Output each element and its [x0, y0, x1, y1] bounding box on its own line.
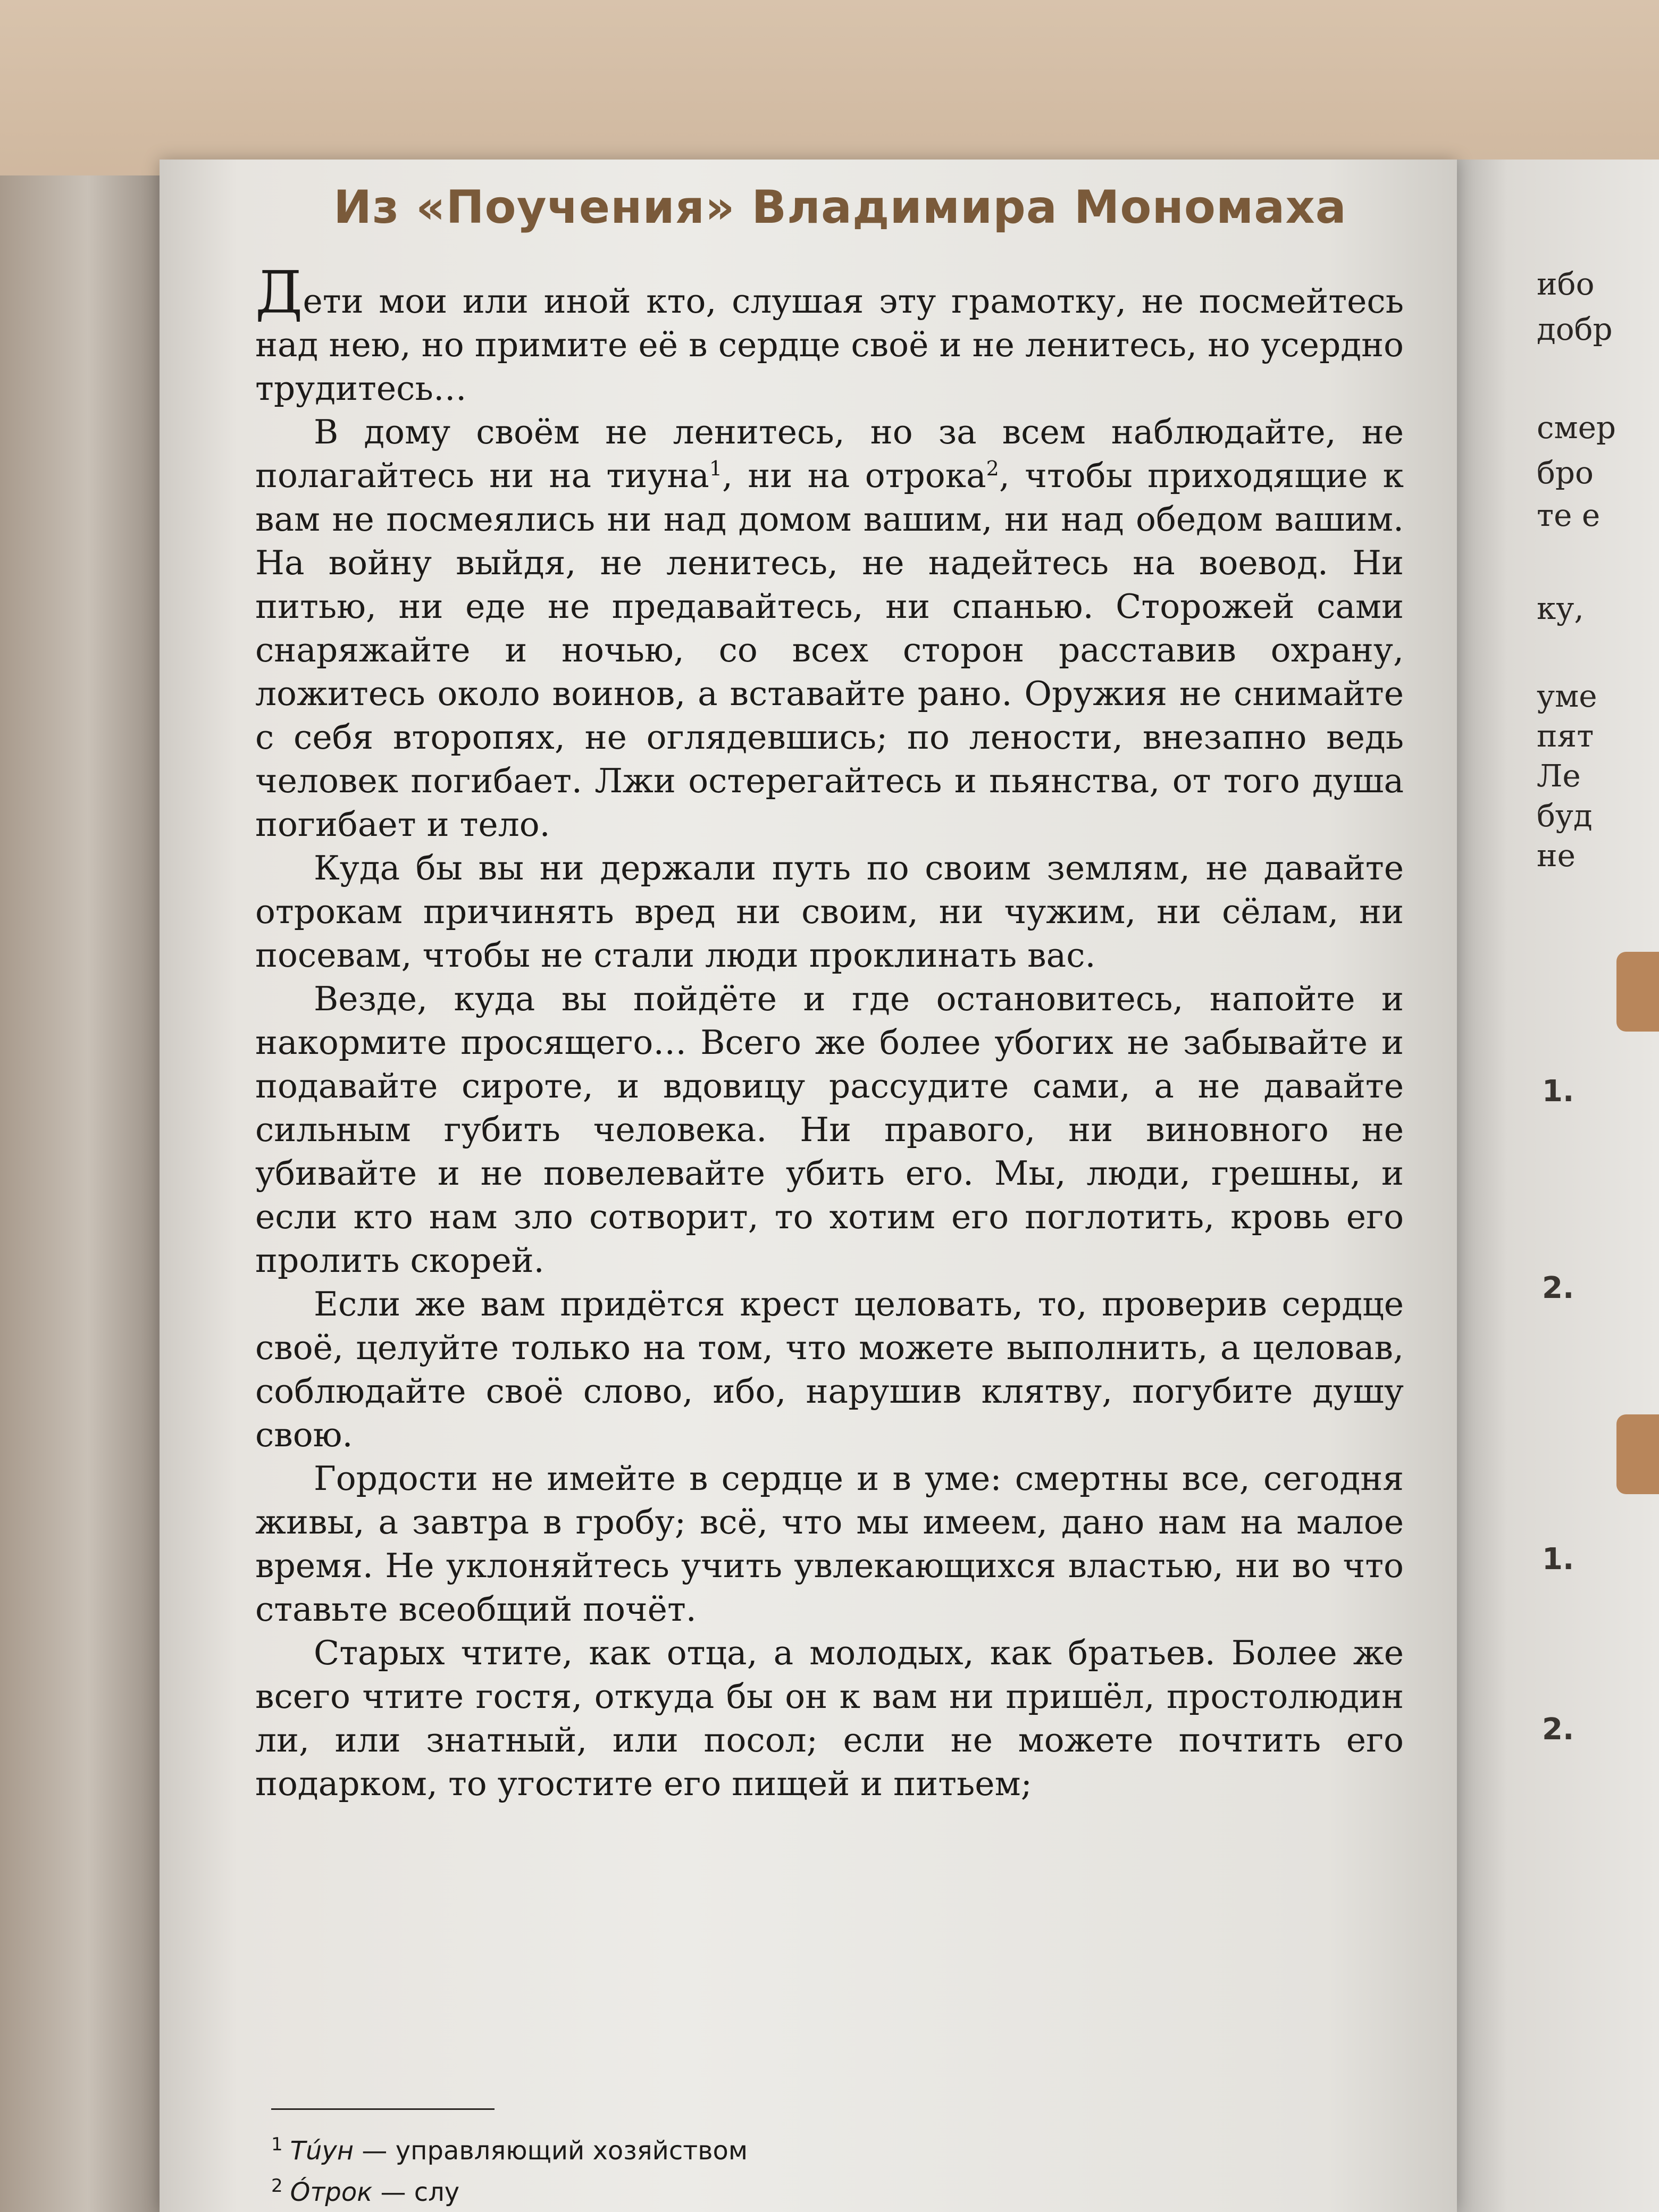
paragraph: Старых чтите, как отца, а молодых, как братьев. Более же всего чтите гостя, откуда бы он к вам ни пришёл, простолюдин ли, или знатный, или посол; если не можете почтить его подарком, то угостите его пищей и питьем;: [255, 1633, 1404, 1803]
right-page-fragment: те е: [1537, 497, 1601, 533]
right-page-fragment: добр: [1537, 311, 1613, 347]
footnote-ref: 2: [986, 457, 999, 480]
footnote: [271, 2168, 962, 2210]
paragraph-text: , чтобы приходящие к вам не посмеялись ни над домом вашим, ни над обедом вашим. На войну выйдя, не ленитесь, не надейтесь на воевод. Ни питью, ни еде не предавайтесь, ни спанью. Сторожей сами снаряжайте и ночью, со всех сторон расставив охрану, ложитесь около воинов, а вставайте рано. Оружия не снимайте с себя второпях, не оглядевшись; по лености, внезапно ведь человек погибает. Лжи остерегайтесь и пьянства, от того душа погибает и тело.: [255, 456, 1404, 844]
right-page-fragment: буд: [1537, 798, 1593, 834]
book-page: [160, 160, 1457, 2212]
right-page-fragment: ибо: [1537, 266, 1595, 302]
paragraph: [255, 258, 1404, 410]
paragraph: Гордости не имейте в сердце и в уме: смертны все, сегодня живы, а завтра в гробу; всё, что мы имеем, дано нам на малое время. Не уклоняйтесь учить увлекающихся властью, ни во что ставьте всеобщий почёт.: [255, 1459, 1404, 1629]
paragraph: [255, 410, 1404, 847]
question-number: 1.: [1542, 1074, 1574, 1109]
page-title: Из «Поучения» Владимира Мономаха: [333, 181, 1347, 234]
book-cover-edge: [0, 175, 160, 2212]
footnote-ref: 1: [709, 457, 723, 480]
question-number: 1.: [1542, 1542, 1574, 1577]
right-page-fragment: пят: [1537, 718, 1594, 754]
page-content: [223, 160, 1457, 2212]
drop-cap: Д: [255, 258, 303, 326]
footnote-number: 1: [271, 2134, 283, 2155]
footnote-text: — слу: [372, 2177, 460, 2207]
paragraph: Везде, куда вы пойдёте и где остановитесь, напойте и накормите просящего… Всего же более убогих не забывайте и подавайте сироте, и вдовицу рассудите сами, а не давайте сильным губить человека. Ни правого, ни виновного не убивайте и не повелевайте убить его. Мы, люди, грешны, и если кто нам зло сотворит, то хотим его поглотить, кровь его пролить скорей.: [255, 979, 1404, 1280]
footnotes: [271, 2127, 962, 2210]
text-body: [255, 258, 1404, 1806]
right-page: [1457, 160, 1659, 2212]
footnote-text: — управляющий хозяйством: [354, 2136, 748, 2166]
right-page-fragment: не: [1537, 837, 1576, 874]
right-page-fragment: уме: [1537, 678, 1597, 714]
right-page-fragment: бро: [1537, 455, 1594, 491]
right-page-fragment: ку,: [1537, 590, 1584, 626]
book-icon: [1616, 952, 1659, 1032]
paragraph: Если же вам придётся крест целовать, то, проверив сердце своё, целуйте только на том, что можете выполнить, а целовав, соблюдайте своё слово, ибо, нарушив клятву, погубите душу свою.: [255, 1285, 1404, 1454]
paragraph-text: В дому своём не ленитесь, но за всем наблюдайте, не полагайтесь ни на тиуна: [255, 413, 1404, 495]
paragraph-text: ети мои или иной кто, слушая эту грамотку, не посмейтесь над нею, но примите её в сердце своё и не ленитесь, но усердно трудитесь…: [255, 282, 1404, 408]
question-number: 2.: [1542, 1712, 1574, 1747]
right-page-fragment: Ле: [1537, 758, 1581, 794]
book-icon: [1616, 1414, 1659, 1494]
paragraph: Куда бы вы ни держали путь по своим землям, не давайте отрокам причинять вред ни своим, ни чужим, ни сёлам, ни посевам, чтобы не стали люди проклинать вас.: [255, 849, 1404, 975]
paragraph-text: , ни на отрока: [722, 456, 986, 495]
question-number: 2.: [1542, 1271, 1574, 1305]
footnote-number: 2: [271, 2175, 283, 2197]
footnote-term: Óтрок: [290, 2177, 373, 2207]
footnote: [271, 2127, 962, 2168]
right-page-fragment: смер: [1537, 409, 1616, 446]
footnote-divider: [271, 2108, 495, 2110]
footnote-term: Тúун: [290, 2136, 354, 2166]
